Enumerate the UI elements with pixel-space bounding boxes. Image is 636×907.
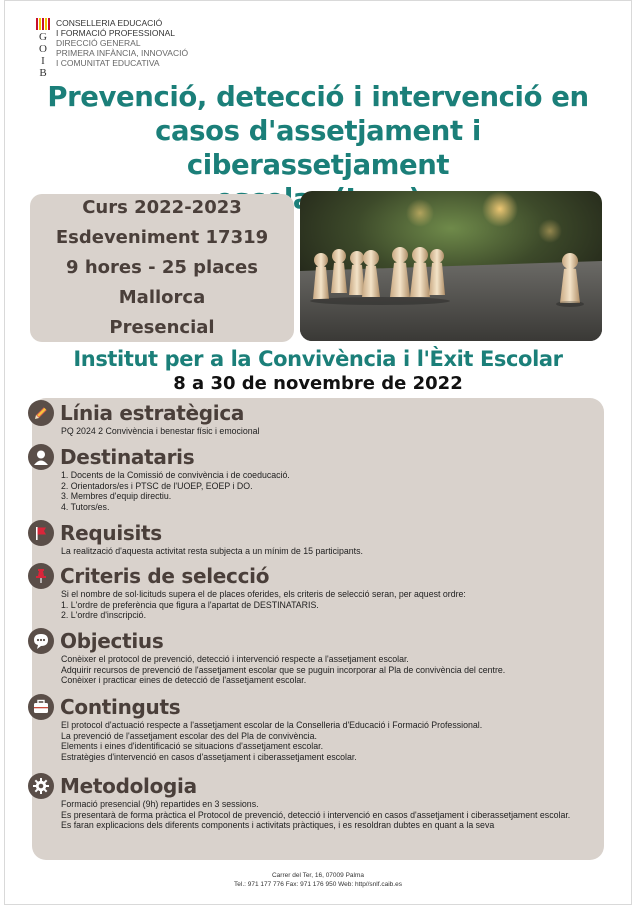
senyera-icon bbox=[36, 18, 50, 30]
gear-icon bbox=[28, 773, 54, 799]
list-item: 1. Docents de la Comissió de convivència i de coeducació. bbox=[61, 470, 290, 480]
logo-letter: I bbox=[41, 55, 45, 67]
briefcase-icon bbox=[28, 694, 54, 720]
section-title: Criteris de selecció bbox=[60, 564, 270, 588]
logo-mark bbox=[32, 18, 54, 79]
institution-name: Institut per a la Convivència i l'Èxit Escolar bbox=[73, 347, 563, 371]
logo-letter: B bbox=[39, 67, 47, 79]
section-destinataris bbox=[28, 444, 604, 512]
list-item: 3. Membres d'equip directiu. bbox=[61, 491, 172, 502]
section-title: Objectius bbox=[60, 629, 164, 653]
pin-icon bbox=[28, 563, 54, 589]
logo-line: PRIMERA INFÀNCIA, INNOVACIÓ bbox=[56, 48, 189, 58]
course-dates: 8 a 30 de novembre de 2022 bbox=[173, 373, 463, 394]
logo-line: DIRECCIÓ GENERAL bbox=[56, 38, 141, 48]
logo-letter: O bbox=[39, 43, 47, 55]
location: Mallorca bbox=[118, 287, 206, 308]
logo-text bbox=[56, 18, 188, 79]
section-text: PQ 2024 2 Convivència i benestar físic i emocional bbox=[61, 426, 260, 436]
section-title: Metodologia bbox=[60, 774, 197, 798]
footer bbox=[0, 871, 636, 889]
footer-address: Carrer del Ter, 16, 07009 Palma bbox=[271, 872, 364, 879]
course-year: Curs 2022-2023 bbox=[82, 197, 242, 218]
title-line: Prevenció, detecció i intervenció en bbox=[47, 81, 589, 113]
section-linia-estrategica bbox=[28, 400, 604, 437]
title-line: casos d'assetjament i ciberassetjament bbox=[155, 115, 481, 181]
section-objectius bbox=[28, 628, 604, 686]
section-title: Línia estratègica bbox=[60, 401, 245, 425]
logo-letter: G bbox=[39, 31, 47, 43]
list-item: Elements i eines d'identificació se situacions d'assetjament escolar. bbox=[61, 741, 324, 752]
footer-contact: Tel.: 971 177 776 Fax: 971 176 950 Web: http//snlf.caib.es bbox=[234, 881, 402, 888]
wooden-figures-photo bbox=[300, 191, 602, 341]
section-requisits bbox=[28, 520, 604, 557]
list-item: Formació presencial (9h) repartides en 3 sessions. bbox=[61, 799, 259, 809]
person-icon bbox=[28, 444, 54, 470]
list-item: 1. L'ordre de preferència que figura a l'apartat de DESTINATARIS. bbox=[61, 599, 319, 610]
list-item: Estratègies d'intervenció en casos d'assetjament i ciberassetjament escolar. bbox=[61, 751, 357, 762]
section-title: Destinataris bbox=[60, 445, 195, 469]
logo-line: CONSELLERIA EDUCACIÓ bbox=[56, 18, 163, 28]
govern-logo bbox=[32, 18, 188, 79]
section-metodologia bbox=[28, 773, 604, 831]
list-item: 4. Tutors/es. bbox=[61, 501, 110, 512]
section-continguts bbox=[28, 694, 604, 762]
list-item: Adquirir recursos de prevenció de l'assetjament escolar que se puguin incorporar al Pla de convivència del centre. bbox=[61, 664, 506, 675]
list-item: Es faran explicacions dels diferents components i activitats pràctiques, i es resoldran dubtes en quant a la seva bbox=[61, 820, 495, 831]
event-number: Esdeveniment 17319 bbox=[55, 227, 269, 248]
section-text: La realització d'aquesta activitat resta subjecta a un mínim de 15 participants. bbox=[61, 546, 363, 556]
section-criteris bbox=[28, 563, 604, 621]
list-item: Si el nombre de sol·licituds supera el de places oferides, els criteris de selecció seran, per aquest ordre: bbox=[61, 589, 466, 599]
hours-places: 9 hores - 25 places bbox=[66, 257, 258, 278]
logo-line: I COMUNITAT EDUCATIVA bbox=[56, 58, 160, 68]
logo-line: I FORMACIÓ PROFESSIONAL bbox=[56, 28, 176, 38]
list-item: Conèixer i practicar eines de detecció de l'assetjament escolar. bbox=[61, 675, 307, 686]
pencil-icon bbox=[28, 400, 54, 426]
list-item: La prevenció de l'assetjament escolar des del Pla de convivència. bbox=[61, 730, 317, 741]
speech-bubble-icon bbox=[28, 628, 54, 654]
section-title: Requisits bbox=[60, 521, 162, 545]
course-info-box bbox=[30, 194, 294, 342]
list-item: Es presentarà de forma pràctica el Protocol de prevenció, detecció i intervenció en casos d'assetjament i ciberassetjament escolar. bbox=[61, 809, 571, 820]
modality: Presencial bbox=[109, 317, 215, 338]
list-item: 2. Orientadors/es i PTSC de l'UOEP, EOEP i DO. bbox=[61, 480, 253, 491]
section-title: Continguts bbox=[60, 695, 181, 719]
list-item: Conèixer el protocol de prevenció, detecció i intervenció respecte a l'assetjament escolar. bbox=[61, 654, 409, 664]
list-item: El protocol d'actuació respecte a l'assetjament escolar de la Conselleria d'Educació i Formació Professional. bbox=[61, 720, 483, 730]
list-item: 2. L'ordre d'inscripció. bbox=[61, 610, 147, 621]
flag-icon bbox=[28, 520, 54, 546]
